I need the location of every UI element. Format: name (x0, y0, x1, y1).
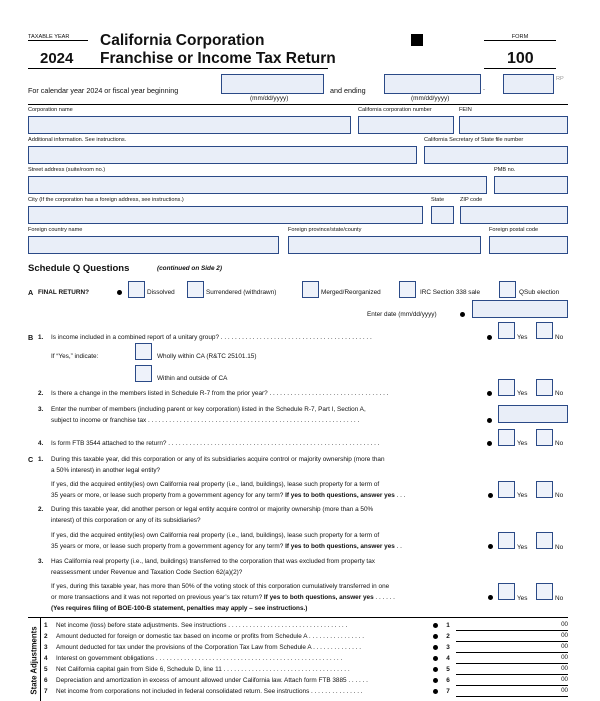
bullet-icon (433, 678, 438, 683)
adjustment-amount-input[interactable] (456, 622, 568, 631)
taxable-year-label: TAXABLE YEAR (28, 34, 88, 41)
adjustment-line-ref: 6 (446, 677, 450, 684)
adjustment-amount-input[interactable] (456, 677, 568, 686)
question-a-letter: A (28, 288, 34, 297)
qsub-checkbox[interactable] (499, 281, 516, 298)
b4-question: Is form FTB 3544 attached to the return? . . . . . . . . . . . . . . . . . . . . . . . . . . . . . . . . . . . . . . . . . . . . . . . . . . . . . . . . . . . . (51, 440, 380, 447)
bullet-icon (433, 689, 438, 694)
scan-marker (411, 34, 423, 46)
adjustment-amount-input[interactable] (456, 633, 568, 642)
bullet-icon (488, 595, 493, 600)
bullet-icon (117, 290, 122, 295)
surrendered-checkbox[interactable] (187, 281, 204, 298)
form-number: 100 (507, 50, 534, 67)
adjustment-line-number: 1 (44, 622, 48, 629)
b1-question: Is income included in a combined report of a unitary group? . . . . . . . . . . . . . . . . . . . . . . . . . . . . . . . . . . . . . . . . . . . (51, 334, 372, 341)
state-adjustments-sidebar (28, 618, 41, 701)
adjustment-amount-input[interactable] (456, 666, 568, 675)
b1-yes-checkbox[interactable] (498, 322, 515, 339)
pmb-label: PMB no. (494, 167, 516, 173)
c2-line4: 35 years or more, or lease such property from a government agency for any term? If yes to both questions, answer yes . . (51, 543, 402, 550)
bullet-icon (433, 634, 438, 639)
merged-label: Merged/Reorganized (321, 289, 381, 296)
form-title-line2: Franchise or Income Tax Return (100, 50, 336, 67)
adjustment-amount-input[interactable] (456, 644, 568, 653)
bullet-icon (487, 391, 492, 396)
period-end-hint: (mm/dd/yyyy) (411, 95, 450, 102)
b3-question-line2: subject to income or franchise tax . . . . . . . . . . . . . . . . . . . . . . . . . . . . . . . . . . . . . . . . . . . . . . . . . . . . . . . . . . . . (51, 417, 360, 424)
c2-no-checkbox[interactable] (536, 532, 553, 549)
amount-cents: 00 (561, 643, 568, 650)
corp-name-input[interactable] (28, 116, 351, 134)
form-title-line1: California Corporation (100, 32, 265, 49)
street-label: Street address (suite/room no.) (28, 167, 106, 173)
ca-corp-number-label: California corporation number (358, 107, 432, 113)
b3-number: 3. (38, 406, 44, 413)
c3-no-label: No (555, 595, 564, 602)
adjustment-line-ref: 3 (446, 644, 450, 651)
b4-yes-checkbox[interactable] (498, 429, 515, 446)
c1-line1: During this taxable year, did this corporation or any of its subsidiaries acquire control or majority ownership (more than (51, 456, 385, 463)
bullet-icon (488, 544, 493, 549)
question-c-letter: C (28, 455, 34, 464)
adjustment-line-text: Net income from corporations not included in federal consolidated return. See instructions . . . . . . . . . . . . . . . (56, 688, 363, 695)
c1-number: 1. (38, 456, 44, 463)
c3-line4: or more transactions and it was not reported on previous year’s tax return? If yes to both questions, answer yes . . . . . . (51, 594, 395, 601)
additional-info-input[interactable] (28, 146, 417, 164)
wholly-within-checkbox[interactable] (135, 343, 152, 360)
foreign-country-label: Foreign country name (28, 227, 83, 233)
corp-name-label: Corporation name (28, 107, 73, 113)
c1-no-checkbox[interactable] (536, 481, 553, 498)
c3-line1: Has California real property (i.e., land, buildings) transferred to the corporation that was excluded from property tax (51, 558, 375, 565)
fein-label: FEIN (459, 107, 472, 113)
foreign-postal-label: Foreign postal code (489, 227, 539, 233)
adjustment-line-ref: 5 (446, 666, 450, 673)
bullet-icon (488, 493, 493, 498)
enter-date-label: Enter date (mm/dd/yyyy) (367, 311, 437, 318)
bullet-icon (433, 645, 438, 650)
state-label: State (431, 197, 445, 203)
c1-yes-label: Yes (517, 492, 528, 499)
c3-yes-label: Yes (517, 595, 528, 602)
b4-yes-label: Yes (517, 440, 528, 447)
c1-no-label: No (555, 492, 564, 499)
zip-input[interactable] (460, 206, 568, 224)
b1-number: 1. (38, 334, 44, 341)
within-outside-label: Within and outside of CA (157, 375, 228, 382)
b2-no-label: No (555, 390, 564, 397)
adjustment-line-number: 3 (44, 644, 48, 651)
c2-line2: interest) of this corporation or any of its subsidiaries? (51, 517, 201, 524)
c2-line1: During this taxable year, did another person or legal entity acquire control or majority ownership (more than a 50% (51, 506, 374, 513)
amount-cents: 00 (561, 654, 568, 661)
member-count-input[interactable] (498, 405, 568, 423)
tax-year: 2024 (40, 50, 74, 67)
additional-info-label: Additional information. See instructions. (28, 137, 127, 143)
c3-line3: If yes, during this taxable year, has more than 50% of the voting stock of this corporation cumulatively transferred in one (51, 583, 390, 590)
amount-cents: 00 (561, 621, 568, 628)
form-label: FORM (484, 34, 556, 41)
period-end-input[interactable] (384, 74, 481, 94)
foreign-country-input[interactable] (28, 236, 279, 254)
b1-no-label: No (555, 334, 564, 341)
question-b-letter: B (28, 333, 34, 342)
bullet-icon (433, 623, 438, 628)
c2-yes-label: Yes (517, 544, 528, 551)
c2-no-label: No (555, 544, 564, 551)
street-input[interactable] (28, 176, 487, 194)
adjustment-line-ref: 4 (446, 655, 450, 662)
amount-cents: 00 (561, 687, 568, 694)
pmb-input[interactable] (494, 176, 568, 194)
adjustment-line-text: Amount deducted for foreign or domestic tax based on income or profits from Schedule A . . . . . . . . . . . . . . . . (56, 633, 364, 640)
period-begin-input[interactable] (221, 74, 324, 94)
adjustment-line-number: 5 (44, 666, 48, 673)
b1-yes-label: Yes (517, 334, 528, 341)
ca-sos-file-input[interactable] (424, 146, 568, 164)
c3-yes-checkbox[interactable] (498, 583, 515, 600)
dissolved-checkbox[interactable] (128, 281, 145, 298)
b3-question-line1: Enter the number of members (including parent or key corporation) listed in the Schedule R-7, Part I, Section A, (51, 406, 366, 413)
state-adjustments-label: State Adjustments (29, 626, 39, 695)
c2-line3: If yes, did the acquired entity(ies) own California real property (i.e., land, buildings), lease such property for a term of (51, 532, 380, 539)
amount-cents: 00 (561, 665, 568, 672)
adjustment-line-number: 7 (44, 688, 48, 695)
b4-no-checkbox[interactable] (536, 429, 553, 446)
adjustment-line-text: Interest on government obligations . . . . . . . . . . . . . . . . . . . . . . . . . . . . . . . . . . . . . . . . . . . . . . . . . . . . . (56, 655, 343, 662)
irc-338-checkbox[interactable] (399, 281, 416, 298)
c1-line3: If yes, did the acquired entity(ies) own California real property (i.e., land, buildings), lease such property for a term of (51, 481, 380, 488)
adjustment-line-text: Amount deducted for tax under the provisions of the Corporation Tax Law from Schedule A . . . . . . . . . . . . . . (56, 644, 362, 651)
within-outside-checkbox[interactable] (135, 365, 152, 382)
adjustment-amount-input[interactable] (456, 655, 568, 664)
wholly-within-label: Wholly within CA (R&TC 25101.15) (157, 353, 257, 360)
c1-line2: a 50% interest) in another legal entity? (51, 467, 161, 474)
c2-number: 2. (38, 506, 44, 513)
irc-338-label: IRC Section 338 sale (420, 289, 481, 296)
b4-number: 4. (38, 440, 44, 447)
ca-corp-number-input[interactable] (358, 116, 454, 134)
rp-input[interactable] (503, 74, 554, 94)
period-ending-label: and ending (330, 86, 366, 95)
c3-note: (Yes requires filing of BOE-100-B statement, penalties may apply – see instructions.) (51, 605, 308, 612)
final-return-label: FINAL RETURN? (38, 289, 90, 296)
schedule-q-continued: (continued on Side 2) (157, 265, 222, 272)
rp-label: RP (556, 76, 564, 82)
c3-line2: reassessment under Revenue and Taxation Code Section 62(a)(2)? (51, 569, 243, 576)
foreign-province-label: Foreign province/state/county (288, 227, 362, 233)
c1-yes-checkbox[interactable] (498, 481, 515, 498)
bullet-icon (433, 656, 438, 661)
period-begin-hint: (mm/dd/yyyy) (250, 95, 289, 102)
city-label: City (If the corporation has a foreign address, see instructions.) (28, 197, 184, 203)
ca-sos-file-label: California Secretary of State file number (424, 137, 524, 143)
adjustment-line-number: 6 (44, 677, 48, 684)
c3-no-checkbox[interactable] (536, 583, 553, 600)
c3-number: 3. (38, 558, 44, 565)
bullet-icon (487, 418, 492, 423)
c1-line4: 35 years or more, or lease such property from a government agency for any term? If yes to both questions, answer yes . . . (51, 492, 406, 499)
adjustment-line-text: Net California capital gain from Side 6, Schedule D, line 11 . . . . . . . . . . . . . . . . . . . . . . . . . . . . . . . . . . . . (56, 666, 350, 673)
adjustment-line-ref: 1 (446, 622, 450, 629)
b2-number: 2. (38, 390, 44, 397)
b2-yes-checkbox[interactable] (498, 379, 515, 396)
amount-cents: 00 (561, 632, 568, 639)
b2-yes-label: Yes (517, 390, 528, 397)
zip-label: ZIP code (460, 197, 483, 203)
foreign-postal-input[interactable] (489, 236, 568, 254)
adjustment-line-text: Depreciation and amortization in excess of amount allowed under California law. Attach form FTB 3885 . . . . . . (56, 677, 368, 684)
state-input[interactable] (431, 206, 454, 224)
adjustment-line-text: Net income (loss) before state adjustments. See instructions . . . . . . . . . . . . . . . . . . . . . . . . . . . . . . . . . . (56, 622, 348, 629)
city-input[interactable] (28, 206, 423, 224)
b2-no-checkbox[interactable] (536, 379, 553, 396)
c2-yes-checkbox[interactable] (498, 532, 515, 549)
dissolved-label: Dissolved (147, 289, 175, 296)
adjustment-line-ref: 7 (446, 688, 450, 695)
foreign-province-input[interactable] (288, 236, 481, 254)
b2-question: Is there a change in the members listed in Schedule R-7 from the prior year? . . . . . . . . . . . . . . . . . . . . . . . . . . . . . . . . . . (51, 390, 389, 397)
bullet-icon (487, 441, 492, 446)
adjustment-amount-input[interactable] (456, 688, 568, 697)
merged-checkbox[interactable] (302, 281, 319, 298)
adjustment-line-number: 4 (44, 655, 48, 662)
period-label: For calendar year 2024 or fiscal year beginning (28, 86, 179, 95)
bullet-icon (433, 667, 438, 672)
surrendered-label: Surrendered (withdrawn) (206, 289, 277, 296)
b1-no-checkbox[interactable] (536, 322, 553, 339)
final-return-date-input[interactable] (472, 300, 568, 318)
adjustment-line-number: 2 (44, 633, 48, 640)
adjustment-line-ref: 2 (446, 633, 450, 640)
schedule-q-title: Schedule Q Questions (28, 263, 130, 274)
amount-cents: 00 (561, 676, 568, 683)
fein-input[interactable] (459, 116, 568, 134)
b4-no-label: No (555, 440, 564, 447)
bullet-icon (460, 312, 465, 317)
bullet-icon (487, 335, 492, 340)
qsub-label: QSub election (519, 289, 560, 296)
if-yes-label: If “Yes,” indicate: (51, 353, 99, 360)
period-dot: . (483, 83, 485, 92)
